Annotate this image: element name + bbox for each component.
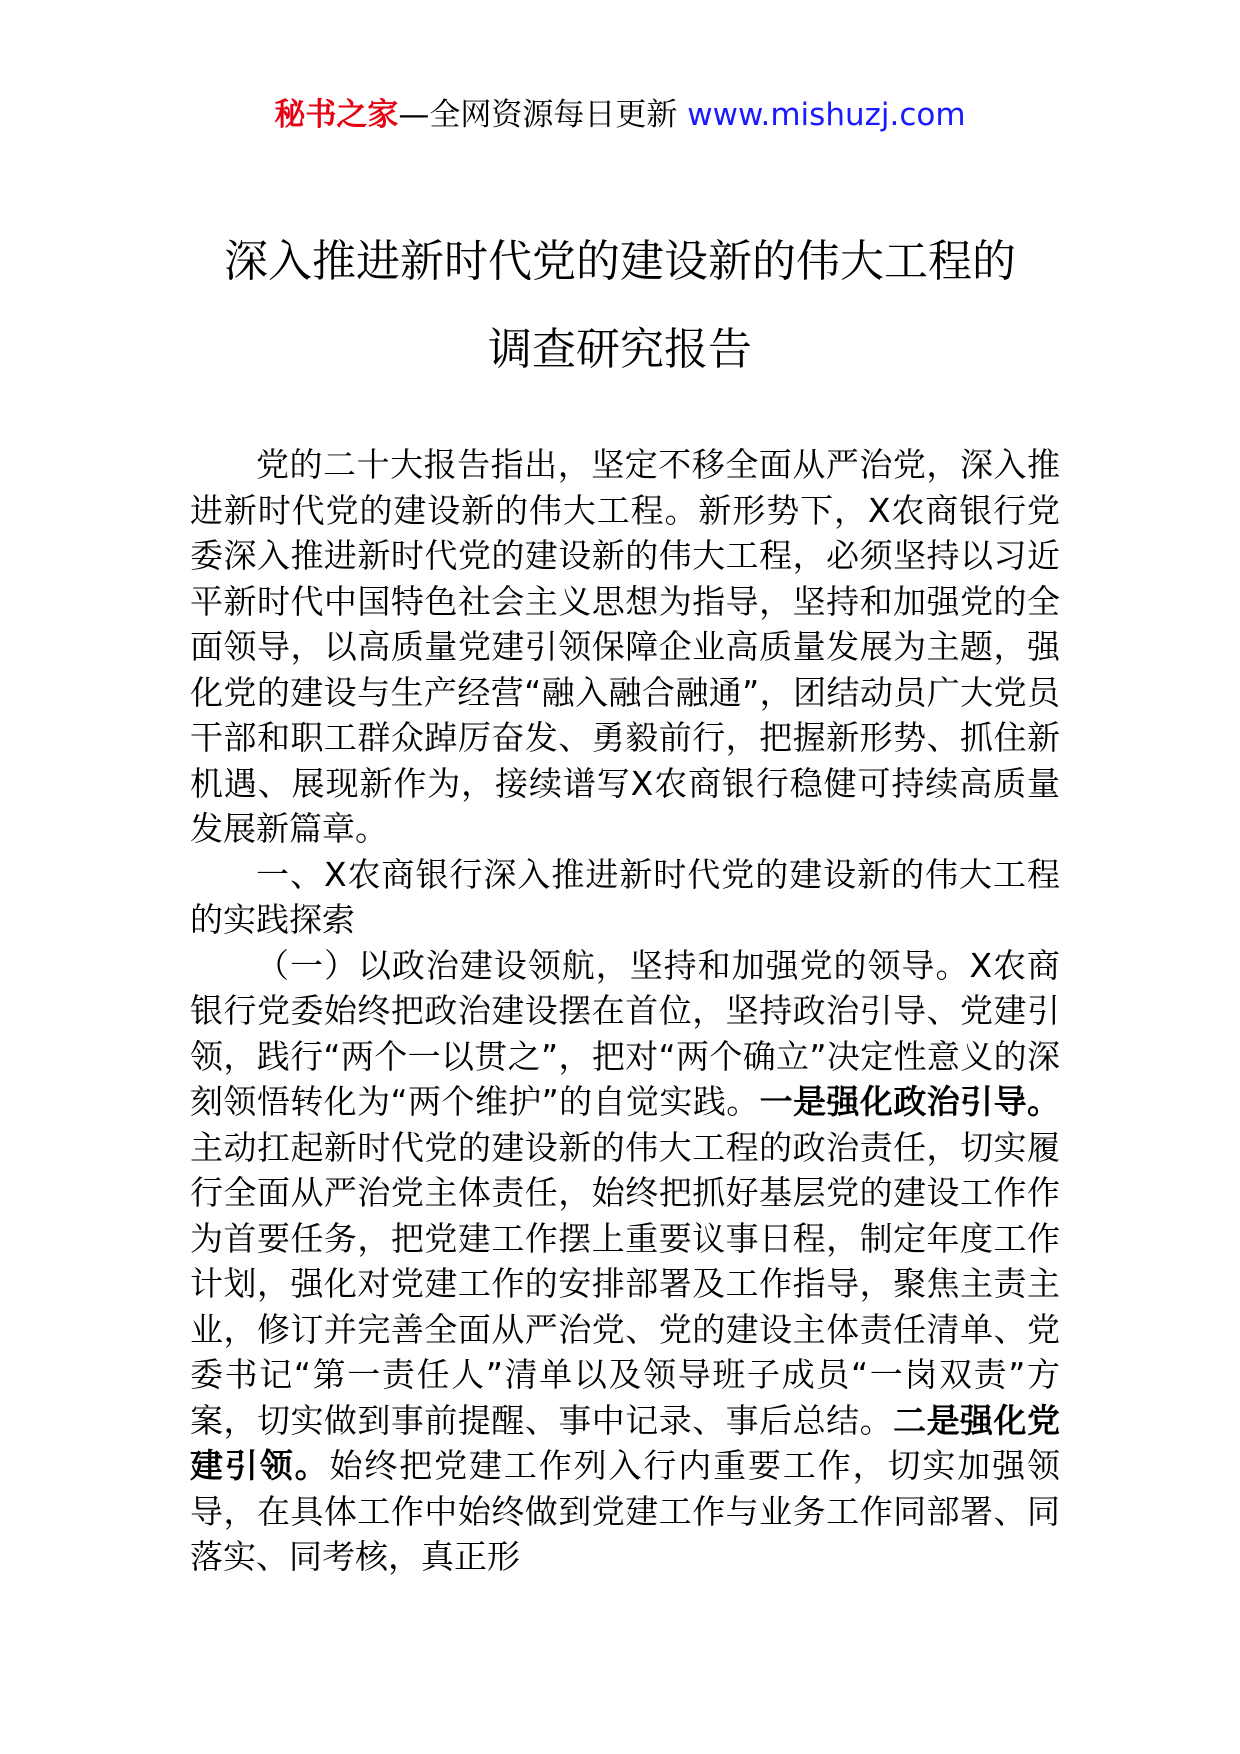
point-2-heading: 二是强化党建引领。: [190, 1400, 1061, 1485]
document-title: [0, 218, 1240, 394]
subsection-1-paragraph: [190, 943, 1060, 1580]
section-1-heading: 一、X农商银行深入推进新时代党的建设新的伟大工程的实践探索: [190, 854, 1060, 939]
site-url-link[interactable]: www.mishuzj.com: [687, 97, 966, 133]
point-2-text: 始终把党建工作列入行内重要工作，切实加强领导，在具体工作中始终做到党建工作与业务工作同部署、同落实、同考核，真正形: [190, 1446, 1060, 1576]
point-1-text: 主动扛起新时代党的建设新的伟大工程的政治责任，切实履行全面从严治党主体责任，始终把抓好基层党的建设工作作为首要任务，把党建工作摆上重要议事日程，制定年度工作计划，强化对党建工作的安排部署及工作指导，聚焦主责主业，修订并完善全面从严治党、党的建设主体责任清单、党委书记“第一责任人”清单以及领导班子成员“一岗双责”方案，切实做到事前提醒、事中记录、事后总结。: [190, 1127, 1060, 1440]
subsection-1-intro: （一）以政治建设领航，坚持和加强党的领导。X农商银行党委始终把政治建设摆在首位，坚持政治引导、党建引领，践行“两个一以贯之”，把对“两个确立”决定性意义的深刻领悟转化为“两个维护”的自觉实践。: [190, 945, 1060, 1121]
document-body: [190, 442, 1060, 1580]
title-line-2: 调查研究报告: [488, 324, 752, 375]
header-tagline: —全网资源每日更新: [398, 97, 688, 133]
title-line-1: 深入推进新时代党的建设新的伟大工程的: [224, 236, 1016, 287]
page-header: [0, 95, 1240, 135]
intro-paragraph: 党的二十大报告指出，坚定不移全面从严治党，深入推进新时代党的建设新的伟大工程。新形势下，X农商银行党委深入推进新时代党的建设新的伟大工程，必须坚持以习近平新时代中国特色社会主义思想为指导，坚持和加强党的全面领导，以高质量党建引领保障企业高质量发展为主题，强化党的建设与生产经营“融入融合融通”，团结动员广大党员干部和职工群众踔厉奋发、勇毅前行，把握新形势、抓住新机遇、展现新作为，接续谱写X农商银行稳健可持续高质量发展新篇章。: [190, 445, 1060, 848]
brand-name: 秘书之家: [274, 97, 399, 133]
point-1-heading: 一是强化政治引导。: [759, 1082, 1060, 1121]
